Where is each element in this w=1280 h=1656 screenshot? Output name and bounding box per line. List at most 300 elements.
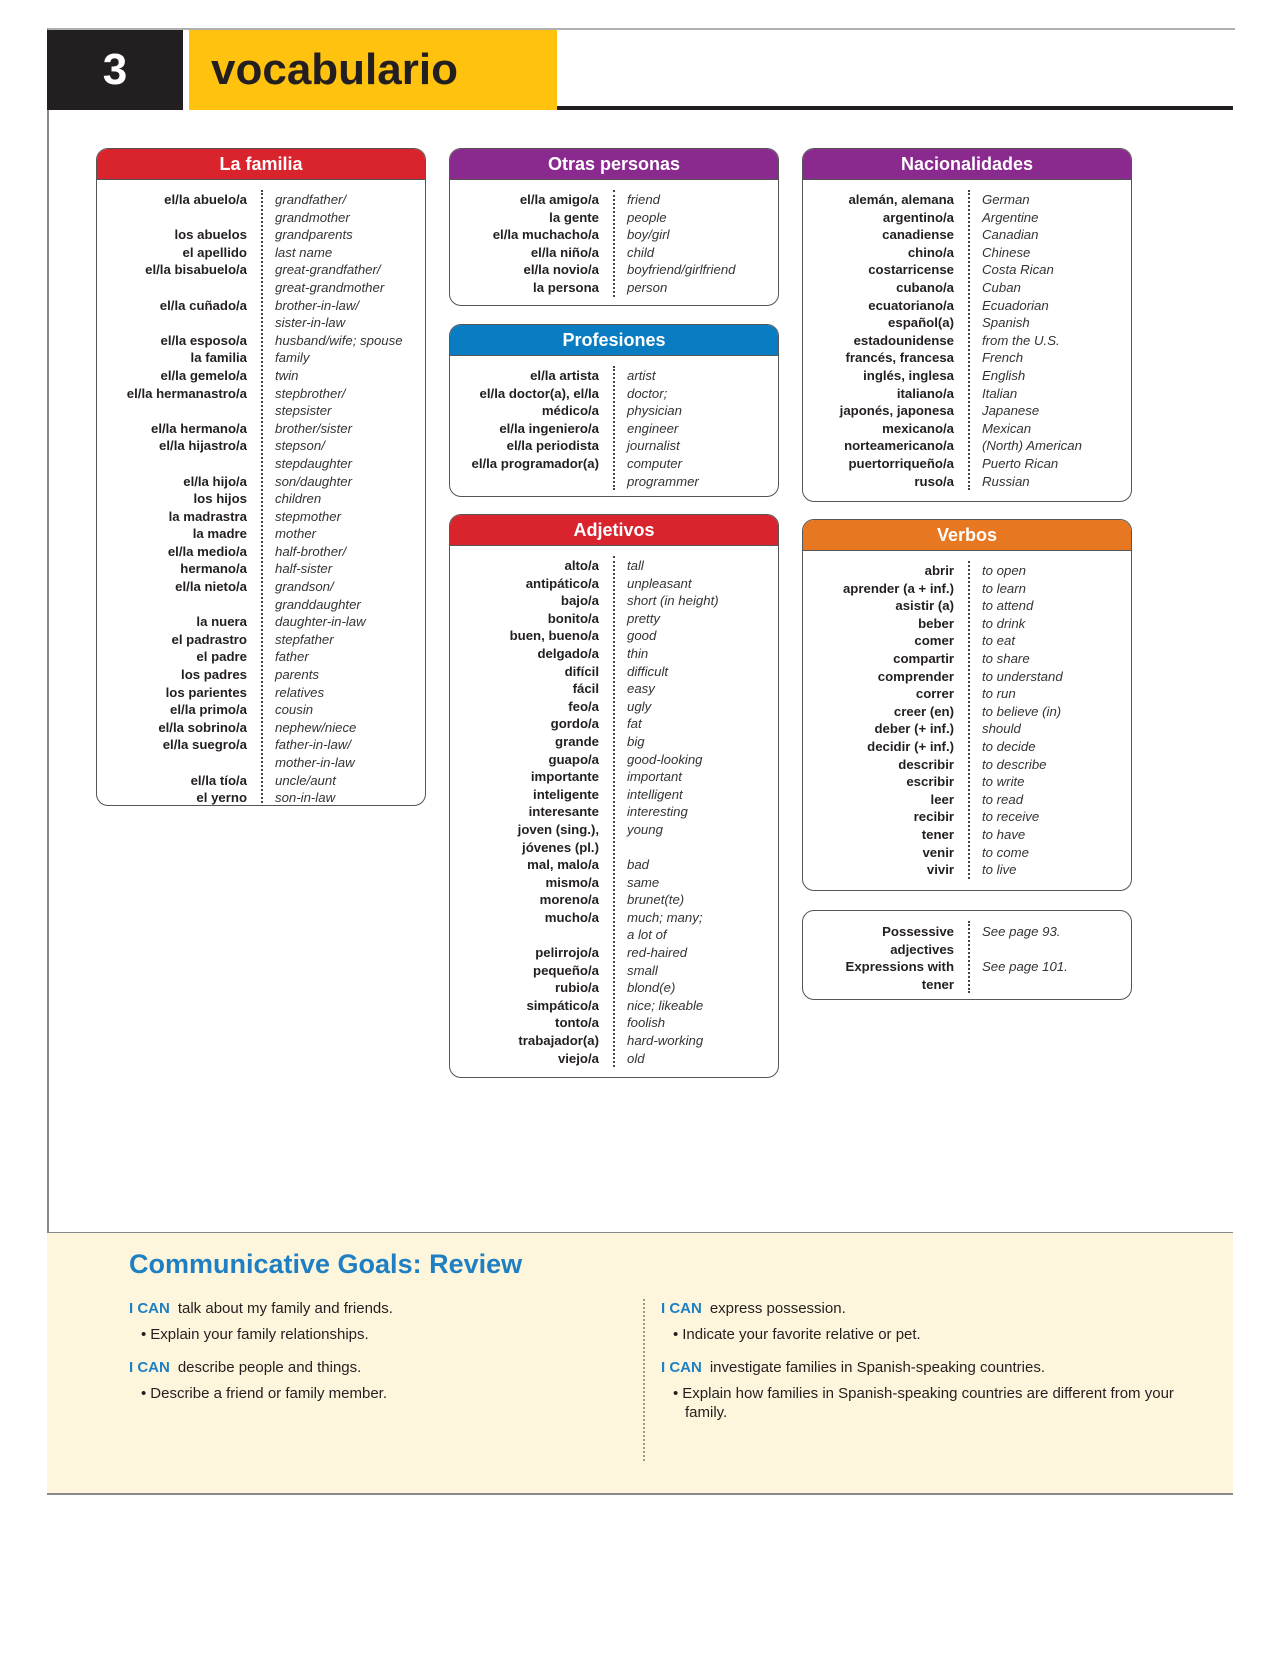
vocab-row (97, 385, 425, 420)
spanish-term: comer (914, 633, 954, 649)
english-translation: Russian (982, 473, 1030, 489)
english-translation: grandfather/ grandmother (275, 192, 350, 225)
english-translation: big (627, 733, 645, 749)
box-adjetivos (449, 514, 779, 1078)
english-translation: good (627, 628, 657, 644)
spanish-term: los abuelos (174, 227, 247, 243)
vocab-row (97, 578, 425, 613)
english-translation: fat (627, 716, 642, 732)
english-translation: to attend (982, 598, 1034, 614)
spanish-term: decidir (+ inf.) (867, 738, 954, 754)
english-translation: stepmother (275, 508, 341, 524)
vocab-row (97, 261, 425, 296)
vocab-row (450, 191, 778, 209)
spanish-term: la familia (190, 350, 247, 366)
spanish-term: el/la suegro/a (162, 737, 247, 753)
spanish-term: argentino/a (882, 209, 954, 225)
vocab-row (97, 332, 425, 350)
goals-right (661, 1299, 1181, 1422)
spanish-term: francés, francesa (845, 350, 954, 366)
spanish-term: cubano/a (896, 279, 954, 295)
english-translation: to describe (982, 756, 1047, 772)
english-translation: stepfather (275, 631, 334, 647)
vocab-row (450, 663, 778, 681)
box-verbos (802, 519, 1132, 891)
spanish-term: el/la programador(a) (471, 455, 599, 471)
english-translation: stepbrother/ stepsister (275, 385, 346, 419)
english-translation: Japanese (982, 403, 1040, 419)
vocab-row (450, 209, 778, 227)
english-translation: relatives (275, 684, 325, 700)
vocab-row (803, 632, 1131, 650)
english-translation: nephew/niece (275, 719, 357, 735)
english-translation: grandparents (275, 227, 353, 243)
spanish-term: el/la sobrino/a (158, 719, 247, 735)
english-translation: tall (627, 558, 644, 573)
spanish-term: asistir (a) (895, 598, 954, 614)
vocab-row (803, 562, 1131, 580)
spanish-term: el/la nieto/a (175, 579, 247, 595)
goal-statement (129, 1358, 609, 1378)
english-translation: to open (982, 563, 1026, 578)
spanish-term: mismo/a (545, 874, 599, 890)
spanish-term: el/la bisabuelo/a (145, 262, 247, 278)
vocab-list (450, 546, 778, 1075)
goal-statement (129, 1299, 609, 1319)
vocab-row (97, 666, 425, 684)
english-translation: young (627, 821, 663, 837)
english-translation: easy (627, 681, 655, 697)
spanish-term: delgado/a (537, 645, 599, 661)
vocab-row (450, 962, 778, 980)
english-translation: red-haired (627, 945, 688, 961)
english-translation: English (982, 367, 1026, 383)
vocab-row (803, 437, 1131, 455)
english-translation: to decide (982, 738, 1036, 754)
spanish-term: feo/a (568, 698, 599, 714)
english-translation: child (627, 244, 655, 260)
spanish-term: simpático/a (526, 997, 599, 1013)
vocab-row (803, 279, 1131, 297)
vocab-row (803, 650, 1131, 668)
english-translation: uncle/aunt (275, 772, 336, 788)
goal-bullet: • Explain how families in Spanish-speaking countries are different from your family. (673, 1385, 1174, 1421)
spanish-term: bonito/a (547, 610, 599, 626)
vocab-list (450, 180, 778, 305)
english-translation: to live (982, 862, 1017, 878)
spanish-term: ruso/a (914, 473, 954, 489)
goal-text: talk about my family and friends. (177, 1300, 393, 1317)
spanish-term: el/la hijo/a (183, 473, 247, 489)
vocab-row (450, 627, 778, 645)
box-familia (96, 148, 426, 806)
english-translation: thin (627, 645, 649, 661)
english-translation: Italian (982, 385, 1018, 401)
spanish-term: el/la amigo/a (519, 192, 599, 207)
english-translation: great-grandfather/ great-grandmother (275, 262, 385, 295)
vocab-row (97, 490, 425, 508)
english-translation: to read (982, 791, 1024, 807)
goal-bullet: • Indicate your favorite relative or pet. (673, 1326, 921, 1343)
spanish-term: escribir (906, 774, 954, 790)
spanish-term: mucho/a (544, 909, 599, 925)
spanish-term: los padres (181, 667, 247, 683)
box-title: La familia (97, 149, 425, 180)
english-translation: short (in height) (627, 593, 719, 609)
vocab-row (450, 244, 778, 262)
spanish-term: inglés, inglesa (863, 367, 954, 383)
spanish-term: viejo/a (557, 1050, 599, 1066)
vocab-row (803, 826, 1131, 844)
vocab-row (803, 209, 1131, 227)
vocab-row (450, 874, 778, 892)
vocab-row (803, 226, 1131, 244)
spanish-term: el/la primo/a (170, 702, 247, 718)
english-translation: to write (982, 774, 1025, 790)
spanish-term: grande (555, 733, 599, 749)
vocab-row (97, 420, 425, 438)
english-translation: nice; likeable (627, 997, 704, 1013)
goal-text: investigate families in Spanish-speaking countries. (709, 1359, 1046, 1376)
vocab-row (803, 738, 1131, 756)
vocab-row (450, 909, 778, 944)
spanish-term: guapo/a (548, 751, 599, 767)
vocab-row (97, 648, 425, 666)
spanish-term: el apellido (182, 244, 247, 260)
vocab-row (803, 580, 1131, 598)
vocab-row (450, 803, 778, 821)
vocab-row (450, 698, 778, 716)
vocab-row (803, 402, 1131, 420)
spanish-term: el/la novio/a (523, 262, 599, 278)
vocab-row (97, 701, 425, 719)
english-translation: to have (982, 826, 1026, 842)
english-translation: computer programmer (627, 455, 699, 489)
vocab-row (97, 631, 425, 649)
box-otras-personas (449, 148, 779, 306)
vocab-row (97, 525, 425, 543)
vocab-row (97, 226, 425, 244)
english-translation: much; many; a lot of (627, 909, 703, 943)
spanish-term: el padre (196, 649, 247, 665)
vocab-row (803, 244, 1131, 262)
vocab-row (803, 773, 1131, 791)
english-translation: family (275, 350, 310, 366)
box-extras (802, 910, 1132, 1000)
spanish-term: leer (930, 791, 954, 807)
english-translation: stepson/ stepdaughter (275, 438, 352, 471)
i-can-label: I CAN (661, 1300, 702, 1317)
i-can-label: I CAN (661, 1359, 702, 1376)
spanish-term: inteligente (533, 786, 599, 802)
vocab-list (803, 911, 1131, 1000)
english-translation: important (627, 769, 682, 785)
spanish-term: bajo/a (560, 593, 599, 609)
spanish-term: la madrastra (168, 508, 247, 524)
spanish-term: japonés, japonesa (839, 403, 954, 419)
vocab-row (803, 191, 1131, 209)
vocab-row (803, 720, 1131, 738)
english-translation: engineer (627, 420, 679, 436)
english-translation: cousin (275, 702, 314, 718)
goal-text: express possession. (709, 1300, 846, 1317)
english-translation: parents (275, 667, 319, 683)
english-translation: German (982, 192, 1030, 207)
vocab-row (803, 703, 1131, 721)
english-translation: to run (982, 686, 1016, 702)
english-translation: Chinese (982, 244, 1031, 260)
spanish-term: compartir (893, 650, 954, 666)
vocab-list (450, 356, 778, 497)
vocab-row (803, 958, 1131, 993)
vocab-row (450, 385, 778, 420)
goal-statement (661, 1299, 1181, 1319)
english-translation: Cuban (982, 279, 1021, 295)
chapter-number: 3 (47, 30, 183, 110)
vocab-row (803, 791, 1131, 809)
spanish-term: vivir (926, 862, 954, 878)
spanish-term: canadiense (882, 227, 954, 243)
vocab-row (803, 297, 1131, 315)
vocab-row (97, 684, 425, 702)
spanish-term: alemán, alemana (848, 192, 954, 207)
spanish-term: los parientes (165, 684, 247, 700)
english-translation: same (627, 874, 660, 890)
spanish-term: el/la artista (530, 368, 599, 383)
english-translation: son-in-law (275, 790, 336, 806)
english-translation: Canadian (982, 227, 1039, 243)
english-translation: should (982, 721, 1021, 737)
english-translation: boyfriend/girlfriend (627, 262, 736, 278)
spanish-term: la persona (533, 279, 599, 295)
vocab-row (97, 736, 425, 771)
goal-text: describe people and things. (177, 1359, 362, 1376)
english-translation: difficult (627, 663, 669, 679)
english-translation: French (982, 350, 1024, 366)
vocab-row (450, 645, 778, 663)
spanish-term: el/la medio/a hermano/a (167, 543, 247, 577)
spanish-term: difícil (564, 663, 599, 679)
spanish-term: venir (922, 844, 954, 860)
english-translation: last name (275, 244, 333, 260)
spanish-term: aprender (a + inf.) (842, 580, 954, 596)
vocab-row (97, 508, 425, 526)
spanish-term: el/la gemelo/a (160, 367, 247, 383)
vocab-row (97, 437, 425, 472)
spanish-term: español(a) (888, 315, 954, 331)
vocab-row (450, 557, 778, 575)
spanish-term: el yerno (196, 790, 247, 806)
spanish-term: moreno/a (539, 892, 599, 908)
english-translation: unpleasant (627, 575, 692, 591)
box-title: Otras personas (450, 149, 778, 180)
spanish-term: puertorriqueño/a (848, 455, 954, 471)
spanish-term: el/la esposo/a (160, 332, 247, 348)
english-translation: to believe (in) (982, 703, 1062, 719)
vocab-row (803, 923, 1131, 958)
spanish-term: correr (915, 686, 954, 702)
vocab-row (803, 455, 1131, 473)
spanish-term: el/la hijastro/a (159, 438, 247, 454)
english-translation: father-in-law/ mother-in-law (275, 737, 355, 770)
goal-statement (661, 1358, 1181, 1378)
vocab-row (450, 786, 778, 804)
spanish-term: beber (918, 615, 954, 631)
spanish-term: el/la hermano/a (150, 420, 247, 436)
vocab-row (450, 1050, 778, 1068)
english-translation: good-looking (627, 751, 703, 767)
box-nacionalidades (802, 148, 1132, 502)
goal-bullet: • Describe a friend or family member. (141, 1385, 388, 1402)
spanish-term: el/la periodista (506, 438, 599, 454)
spanish-term: italiano/a (896, 385, 954, 401)
spanish-term: los hijos (193, 491, 247, 507)
vocab-row (803, 367, 1131, 385)
spanish-term: el/la doctor(a), el/la médico/a (479, 385, 599, 419)
spanish-term: buen, bueno/a (509, 628, 599, 644)
vocab-row (450, 821, 778, 856)
vocab-row (450, 733, 778, 751)
vocab-row (97, 473, 425, 491)
vocab-row (450, 715, 778, 733)
vocab-row (97, 772, 425, 790)
english-translation: to share (982, 650, 1030, 666)
spanish-term: el/la cuñado/a (159, 297, 247, 313)
spanish-term: tonto/a (555, 1015, 599, 1031)
spanish-term: la gente (549, 209, 599, 225)
vocab-row (803, 349, 1131, 367)
vocab-row (803, 615, 1131, 633)
vocab-row (450, 437, 778, 455)
chapter-title: vocabulario (189, 30, 557, 110)
spanish-term: el/la abuelo/a (164, 192, 247, 207)
english-translation: to learn (982, 580, 1026, 596)
box-title: Verbos (803, 520, 1131, 551)
spanish-term: tener (921, 826, 954, 842)
english-translation: pretty (627, 610, 660, 626)
spanish-term: deber (+ inf.) (874, 721, 954, 737)
spanish-term: chino/a (907, 244, 954, 260)
vocab-row (450, 1032, 778, 1050)
vocab-row (450, 420, 778, 438)
spanish-term: Expressions with tener (845, 959, 954, 992)
vocab-row (803, 314, 1131, 332)
spanish-term: ecuatoriano/a (868, 297, 954, 313)
english-translation: Mexican (982, 420, 1032, 436)
english-translation: daughter-in-law (275, 614, 366, 630)
vocab-row (803, 668, 1131, 686)
box-title: Adjetivos (450, 515, 778, 546)
goal-bullet: • Explain your family relationships. (141, 1326, 369, 1343)
vocab-row (450, 367, 778, 385)
vocab-list (803, 180, 1131, 498)
english-translation: Argentine (982, 209, 1039, 225)
spanish-term: el/la tío/a (190, 772, 247, 788)
vocab-row (97, 367, 425, 385)
vocab-row (803, 861, 1131, 879)
vocab-row (450, 856, 778, 874)
box-title: Profesiones (450, 325, 778, 356)
english-translation: twin (275, 367, 299, 383)
spanish-term: antipático/a (525, 575, 599, 591)
vocab-row (803, 597, 1131, 615)
spanish-term: mexicano/a (882, 420, 954, 436)
english-translation: mother (275, 526, 317, 542)
english-translation: person (627, 279, 668, 295)
english-translation: small (627, 962, 658, 978)
spanish-term: fácil (572, 681, 599, 697)
english-translation: to drink (982, 615, 1026, 631)
spanish-term: el/la hermanastro/a (126, 385, 247, 401)
i-can-label: I CAN (129, 1300, 170, 1317)
spanish-term: describir (898, 756, 954, 772)
vocab-row (97, 719, 425, 737)
english-translation: brunet(te) (627, 892, 685, 908)
spanish-term: rubio/a (555, 980, 599, 996)
vocab-row (803, 685, 1131, 703)
spanish-term: importante (530, 769, 599, 785)
english-translation: grandson/ granddaughter (275, 579, 361, 612)
spanish-term: gordo/a (550, 716, 599, 732)
english-translation: to eat (982, 633, 1015, 649)
vocab-row (450, 891, 778, 909)
english-translation: old (627, 1050, 645, 1066)
english-translation: (North) American (982, 438, 1082, 454)
english-translation: doctor; physician (627, 385, 682, 419)
vocab-row (450, 610, 778, 628)
english-translation: artist (627, 368, 656, 383)
i-can-label: I CAN (129, 1359, 170, 1376)
english-translation: intelligent (627, 786, 683, 802)
vocab-row (803, 385, 1131, 403)
vocab-row (803, 420, 1131, 438)
english-translation: Puerto Rican (982, 455, 1059, 471)
english-translation: husband/wife; spouse (275, 332, 403, 348)
goals-divider (643, 1299, 645, 1461)
spanish-term: Possessive adjectives (882, 924, 954, 957)
english-translation: brother-in-law/ sister-in-law (275, 297, 360, 331)
english-translation: ugly (627, 698, 652, 714)
spanish-term: joven (sing.), jóvenes (pl.) (517, 821, 599, 855)
vocab-row (450, 455, 778, 490)
vocab-row (803, 756, 1131, 774)
vocab-row (450, 680, 778, 698)
spanish-term: trabajador(a) (518, 1033, 599, 1049)
vocab-row (450, 1014, 778, 1032)
vocab-row (803, 473, 1131, 491)
spanish-term: comprender (877, 668, 954, 684)
english-translation: foolish (627, 1015, 666, 1031)
vocab-row (97, 191, 425, 226)
vocab-row (803, 844, 1131, 862)
vocab-row (450, 979, 778, 997)
english-translation: See page 93. (982, 924, 1061, 939)
vocab-row (450, 944, 778, 962)
english-translation: father (275, 649, 309, 665)
english-translation: to come (982, 844, 1029, 860)
vocab-list (97, 180, 425, 806)
english-translation: Spanish (982, 315, 1030, 331)
english-translation: Costa Rican (982, 262, 1054, 278)
english-translation: brother/sister (275, 420, 352, 436)
spanish-term: estadounidense (853, 332, 954, 348)
spanish-term: abrir (924, 563, 954, 578)
english-translation: See page 101. (982, 959, 1068, 975)
spanish-term: creer (en) (893, 703, 954, 719)
english-translation: boy/girl (627, 227, 670, 243)
spanish-term: la madre (192, 526, 247, 542)
vocab-row (450, 751, 778, 769)
